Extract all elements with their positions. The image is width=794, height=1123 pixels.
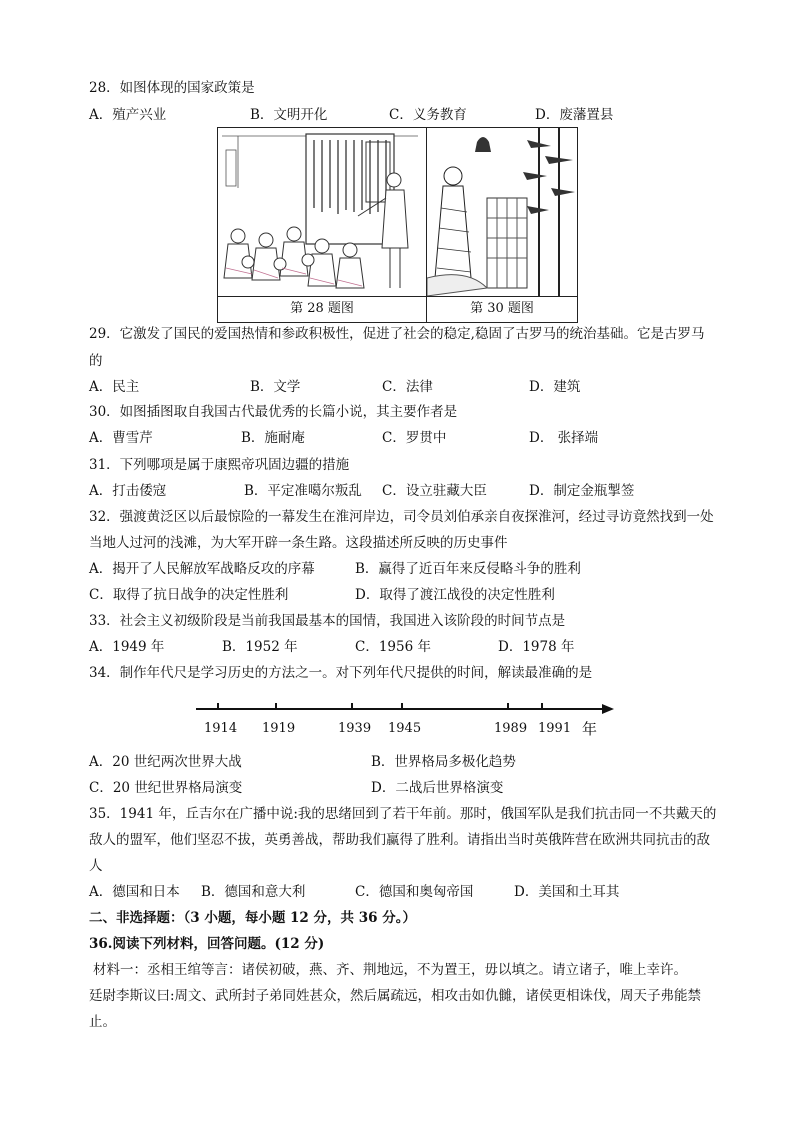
caption-divider xyxy=(218,296,577,297)
timeline-label-1945: 1945 xyxy=(388,721,422,736)
q36-material-line3: 止。 xyxy=(89,1014,116,1030)
q34-option-c[interactable]: C．20 世纪世界格局演变 xyxy=(89,780,243,796)
timeline-label-1914: 1914 xyxy=(204,721,238,736)
q29-option-a[interactable]: A．民主 xyxy=(89,379,140,395)
q33-option-d[interactable]: D．1978 年 xyxy=(498,639,575,655)
q29-option-d[interactable]: D．建筑 xyxy=(529,379,581,395)
timeline-unit-label: 年 xyxy=(582,720,598,738)
q32-stem-line1: 32．强渡黄泛区以后最惊险的一幕发生在淮河岸边，司令员刘伯承亲自夜探淮河，经过寻访竟然找到一处 xyxy=(89,509,714,525)
q28-stem: 28．如图体现的国家政策是 xyxy=(89,80,255,96)
q32-option-a[interactable]: A．揭开了人民解放军战略反攻的序幕 xyxy=(89,561,315,577)
timeline-label-1939: 1939 xyxy=(338,721,372,736)
q32-option-b[interactable]: B．赢得了近百年来反侵略斗争的胜利 xyxy=(355,561,581,577)
q35-stem-line1: 35．1941 年，丘吉尔在广播中说:我的思绪回到了若干年前。那时，俄国军队是我们抗击同一不共戴天的 xyxy=(89,806,717,822)
timeline-axis xyxy=(196,694,616,722)
q34-option-a[interactable]: A．20 世纪两次世界大战 xyxy=(89,754,242,770)
q35-stem-line3: 人 xyxy=(89,858,103,874)
q35-option-d[interactable]: D．美国和土耳其 xyxy=(514,884,620,900)
q29-stem-line2: 的 xyxy=(89,353,103,369)
q30-option-a[interactable]: A．曹雪芹 xyxy=(89,430,153,446)
timeline-label-1919: 1919 xyxy=(262,721,296,736)
q33-option-b[interactable]: B．1952 年 xyxy=(222,639,298,655)
q31-option-c[interactable]: C．设立驻藏大臣 xyxy=(382,483,487,499)
timeline-label-1989: 1989 xyxy=(494,721,528,736)
figure-table xyxy=(217,127,578,323)
timeline-ruler xyxy=(196,694,616,744)
q32-stem-line2: 当地人过河的浅滩，为大军开辟一条生路。这段描述所反映的历史事件 xyxy=(89,535,508,551)
figure-28-classroom-image xyxy=(218,128,426,296)
q32-option-d[interactable]: D．取得了渡江战役的决定性胜利 xyxy=(355,587,555,603)
q35-option-b[interactable]: B．德国和意大利 xyxy=(201,884,306,900)
q28-option-c[interactable]: C．义务教育 xyxy=(389,107,467,123)
q36-material-line2: 廷尉李斯议曰:周文、武所封子弟同姓甚众，然后属疏远，相攻击如仇雠，诸侯更相诛伐，周天子弗能禁 xyxy=(89,988,702,1004)
figure-28-caption: 第 28 题图 xyxy=(290,301,354,316)
q31-option-a[interactable]: A．打击倭寇 xyxy=(89,483,167,499)
figure-30-caption: 第 30 题图 xyxy=(470,301,534,316)
q28-option-a[interactable]: A．殖产兴业 xyxy=(89,107,167,123)
section2-title: 二、非选择题：（3 小题，每小题 12 分，共 36 分。） xyxy=(89,910,416,926)
q36-stem: 36.阅读下列材料，回答问题。(12 分) xyxy=(89,936,325,952)
q28-option-d[interactable]: D．废藩置县 xyxy=(535,107,614,123)
q33-option-c[interactable]: C．1956 年 xyxy=(355,639,431,655)
timeline-label-1991: 1991 xyxy=(538,721,572,736)
q34-option-d[interactable]: D．二战后世界格演变 xyxy=(371,780,504,796)
q32-option-c[interactable]: C．取得了抗日战争的决定性胜利 xyxy=(89,587,289,603)
q33-stem: 33．社会主义初级阶段是当前我国最基本的国情，我国进入该阶段的时间节点是 xyxy=(89,613,566,629)
q31-stem: 31．下列哪项是属于康熙帝巩固边疆的措施 xyxy=(89,457,350,473)
q30-stem: 30．如图插图取自我国古代最优秀的长篇小说，其主要作者是 xyxy=(89,404,458,420)
q35-option-a[interactable]: A．德国和日本 xyxy=(89,884,180,900)
q35-stem-line2: 敌人的盟军，他们坚忍不拔，英勇善战，帮助我们赢得了胜利。请指出当时英俄阵营在欧洲共同抗击的敌 xyxy=(89,832,710,848)
q34-stem: 34．制作年代尺是学习历史的方法之一。对下列年代尺提供的时间，解读最准确的是 xyxy=(89,665,593,681)
q31-option-d[interactable]: D．制定金瓶掣签 xyxy=(529,483,635,499)
q28-option-b[interactable]: B．文明开化 xyxy=(250,107,328,123)
q33-option-a[interactable]: A．1949 年 xyxy=(89,639,165,655)
figure-30-illustration-image xyxy=(427,128,577,296)
q36-material-line1: 材料一：丞相王绾等言：诸侯初破，燕、齐、荆地远，不为置王，毋以填之。请立诸子，唯上幸许。 xyxy=(93,962,687,978)
q30-option-b[interactable]: B．施耐庵 xyxy=(241,430,305,446)
q30-option-c[interactable]: C．罗贯中 xyxy=(382,430,447,446)
q30-option-d[interactable]: D． 张择端 xyxy=(529,430,599,446)
figure-divider xyxy=(426,128,427,322)
q34-option-b[interactable]: B．世界格局多极化趋势 xyxy=(371,754,516,770)
q31-option-b[interactable]: B．平定准噶尔叛乱 xyxy=(244,483,362,499)
q29-option-b[interactable]: B．文学 xyxy=(250,379,301,395)
q35-option-c[interactable]: C．德国和奥匈帝国 xyxy=(355,884,474,900)
q29-option-c[interactable]: C．法律 xyxy=(382,379,433,395)
q29-stem-line1: 29．它激发了国民的爱国热情和参政积极性，促进了社会的稳定,稳固了古罗马的统治基础。它是古罗马 xyxy=(89,326,705,342)
